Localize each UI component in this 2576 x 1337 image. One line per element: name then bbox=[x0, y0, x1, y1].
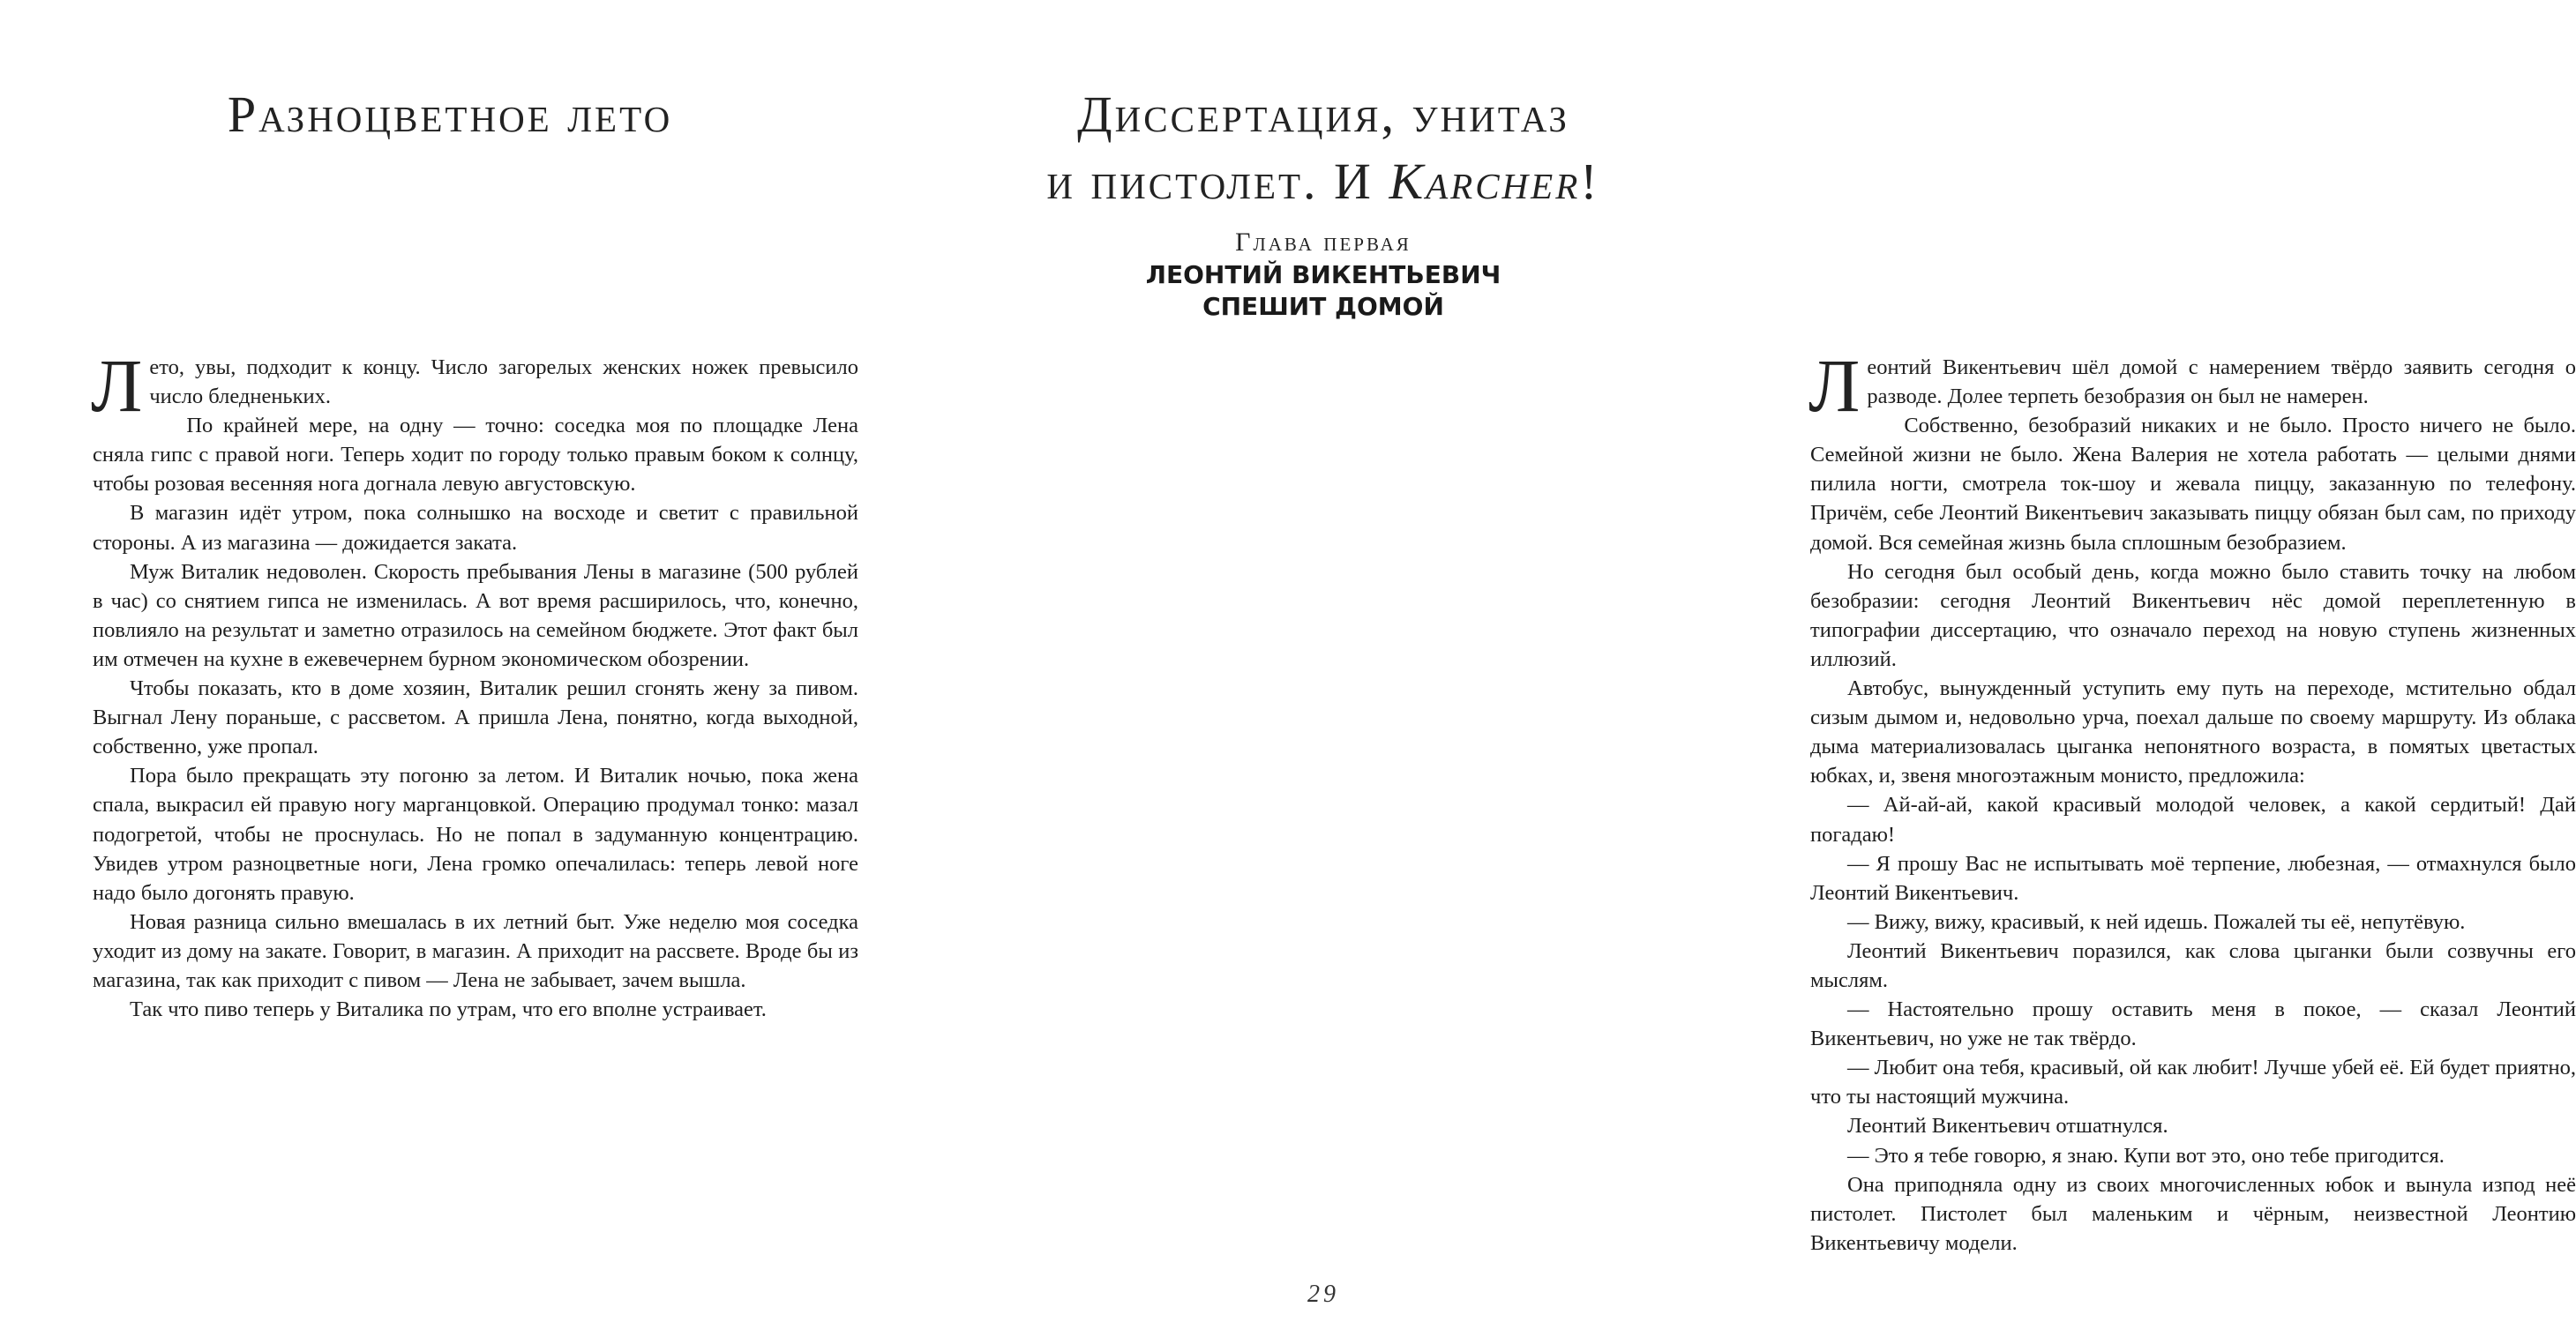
paragraph: Она приподняла одну из своих многочисленных юбок и вынула изпод неё пистолет. Пистолет был маленьким и чёрным, неизвестной Леонтию Викентьевичу модели. bbox=[1810, 1172, 2576, 1255]
title-line-2: и пистолет. И Karcher! bbox=[1046, 153, 1600, 210]
paragraph: — Это я тебе говорю, я знаю. Купи вот это, оно тебе пригодится. bbox=[1847, 1143, 2445, 1168]
paragraph: — Любит она тебя, красивый, ой как любит! Лучше убей её. Ей будет приятно, что ты настоящий мужчина. bbox=[1810, 1056, 2576, 1109]
paragraph: Леонтий Викентьевич отшатнулся. bbox=[1847, 1114, 2168, 1139]
paragraph: Но сегодня был особый день, когда можно было ставить точку на любом безобразии: сегодня Леонтий Викентьевич нёс домой переплетенную в типографии диссертацию, что означало переход на новую ступень жизненных иллюзий. bbox=[1810, 559, 2576, 671]
paragraph: Пора было прекращать эту погоню за летом. И Виталик ночью, пока жена спала, выкрасил ей правую ногу марганцовкой. Операцию продумал тонко: мазал подогретой, чтобы не проснулась. Но не попал в задуманную концентрацию. Увидев утром разноцветные ноги, Лена громко опечалилась: теперь левой ноге надо было догонять правую. bbox=[93, 764, 858, 905]
paragraph: Леонтий Викентьевич шёл домой с намерением твёрдо заявить сегодня о разводе. Долее терпеть безобразия он был не намерен. bbox=[1808, 343, 2576, 428]
drop-cap: Л bbox=[91, 343, 143, 428]
paragraph: Собственно, безобразий никаких и не было. Просто ничего не было. Семейной жизни не было. Жена Валерия не хотела работать — целыми днями пилила ногти, смотрела ток-шоу и жевала пиццу, заказанную по телефону. Причём, себе Леонтий Викентьевич заказывать пиццу обязан был сам, по приходу домой. Вся семейная жизнь была сплошным безобразием. bbox=[1810, 414, 2576, 555]
paragraph: Так что пиво теперь у Виталика по утрам, что его вполне устраивает. bbox=[130, 997, 767, 1022]
page-number: 29 bbox=[1307, 1281, 1339, 1308]
brand-name: Karcher bbox=[1389, 153, 1581, 210]
paragraph: Леонтий Викентьевич поразился, как слова цыганки были созвучны его мыслям. bbox=[1810, 938, 2576, 992]
drop-cap: Л bbox=[1808, 343, 1861, 428]
paragraph: — Настоятельно прошу оставить меня в покое, — сказал Леонтий Викентьевич, но уже не так твёрдо. bbox=[1810, 997, 2576, 1051]
paragraph: — Я прошу Вас не испытывать моё терпение, любезная, — отмахнулся было Леонтий Викентьевич. bbox=[1810, 851, 2576, 905]
paragraph: Чтобы показать, кто в доме хозяин, Виталик решил сгонять жену за пивом. Выгнал Лену пораньше, с рассветом. А пришла Лена, понятно, когда выходной, собственно, уже пропал. bbox=[93, 676, 858, 759]
paragraph: — Ай-ай-ай, какой красивый молодой человек, а какой сердитый! Дай погадаю! bbox=[1810, 793, 2576, 847]
paragraph: Автобус, вынужденный уступить ему путь на переходе, мстительно обдал сизым дымом и, недовольно урча, поехал дальше по своему маршруту. Из облака дыма материализовалась цыганка непонятного возраста, в помятых цветастых юбках, и, звеня многоэтажным монисто, предложила: bbox=[1810, 676, 2576, 788]
story-title-left: Разноцветное лето bbox=[227, 86, 673, 143]
title-line-1: Диссертация, унитаз bbox=[1077, 86, 1569, 143]
paragraph: Лето, увы, подходит к концу. Число загорелых женских ножек превысило число бледненьких. bbox=[91, 343, 858, 428]
story-title-right bbox=[917, 81, 1729, 215]
paragraph: По крайней мере, на одну — точно: соседка моя по площадке Лена сняла гипс с правой ноги. Теперь ходит по городу только правым боком к солнцу, чтобы розовая весенняя нога догнала левую августовскую. bbox=[93, 414, 858, 497]
right-page bbox=[882, 0, 2576, 1337]
paragraph: — Вижу, вижу, красивый, к ней идешь. Пожалей ты её, непутёвую. bbox=[1847, 909, 2466, 934]
left-page bbox=[0, 0, 882, 1337]
left-body-text bbox=[91, 343, 858, 1024]
chapter-label: Глава первая bbox=[1235, 228, 1412, 257]
paragraph: Новая разница сильно вмешалась в их летний быт. Уже неделю моя соседка уходит из дому на закате. Говорит, в магазин. А приходит на рассвете. Вроде бы из магазина, так как приходит с пивом — Лена не забывает, зачем вышла. bbox=[93, 909, 858, 992]
paragraph: Муж Виталик недоволен. Скорость пребывания Лены в магазине (500 рублей в час) со снятием гипса не изменилась. А вот время расширилось, что, конечно, повлияло на результат и заметно отразилось на семейном бюджете. Этот факт был им отмечен на кухне в ежевечернем бурном экономическом обозрении. bbox=[93, 559, 858, 671]
paragraph: В магазин идёт утром, пока солнышко на восходе и светит с правильной стороны. А из магазина — дожидается заката. bbox=[93, 501, 858, 555]
chapter-title: ЛЕОНТИЙ ВИКЕНТЬЕВИЧ СПЕШИТ ДОМОЙ bbox=[1145, 260, 1501, 321]
right-body-text bbox=[1808, 343, 2576, 1258]
